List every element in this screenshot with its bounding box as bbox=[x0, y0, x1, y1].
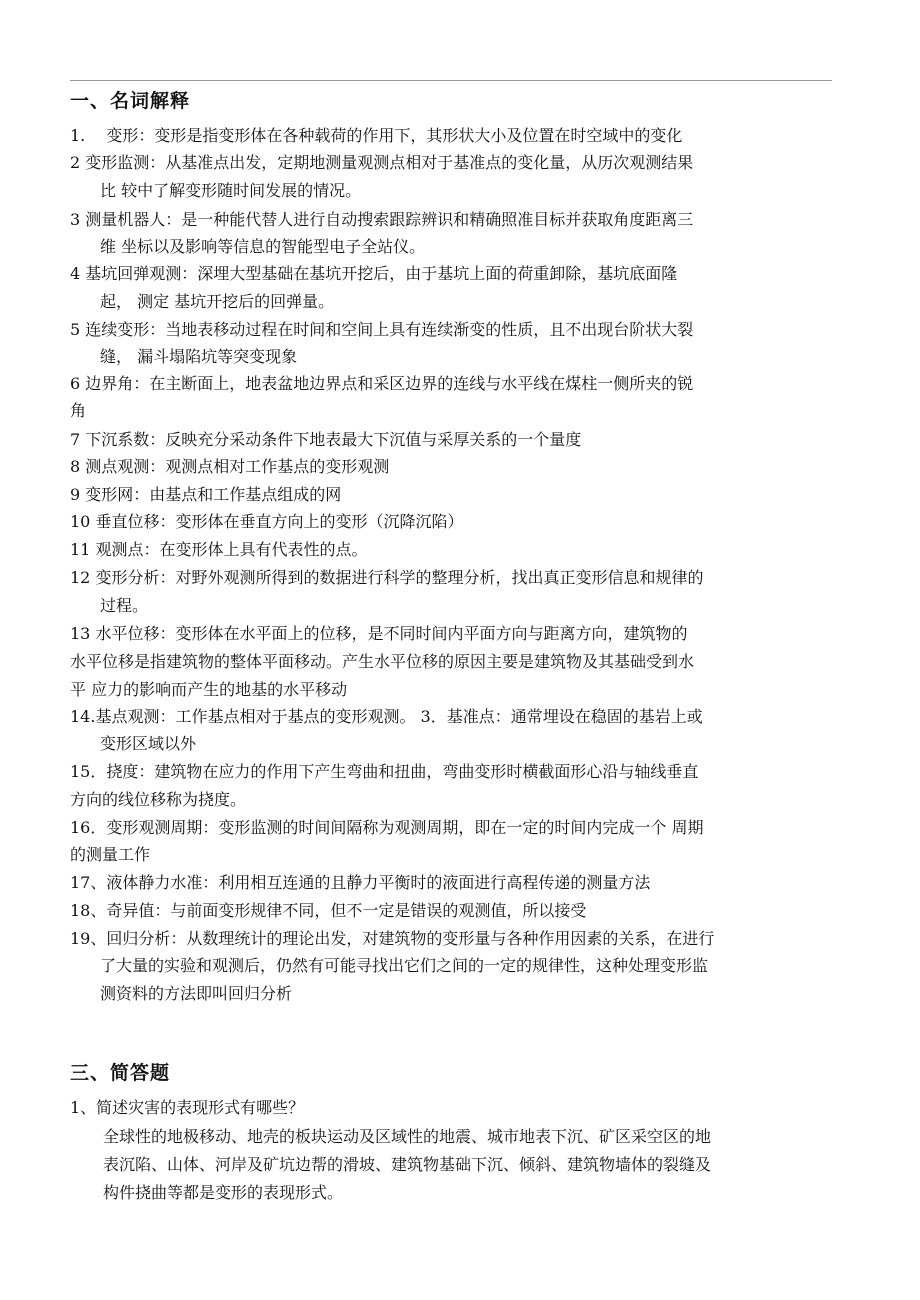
answer-line: 全球性的地极移动、地壳的板块运动及区域性的地震、城市地表下沉、矿区采空区的地 bbox=[103, 1127, 712, 1146]
text-line: 平 应力的影响而产生的地基的水平移动 bbox=[70, 680, 348, 699]
text-line: 了大量的实验和观测后，仍然有可能寻找出它们之间的一定的规律性，这种处理变形监 bbox=[100, 956, 709, 975]
text-line: 2 变形监测：从基准点出发，定期地测量观测点相对于基准点的变化量，从历次观测结果 bbox=[70, 153, 694, 172]
text-line: 9 变形网：由基点和工作基点组成的网 bbox=[70, 485, 342, 504]
text-line: 3 测量机器人：是一种能代替人进行自动搜索跟踪辨识和精确照准目标并获取角度距离三 bbox=[70, 210, 694, 229]
text-line: 4 基坑回弹观测：深埋大型基础在基坑开挖后，由于基坑上面的荷重卸除，基坑底面隆 bbox=[70, 264, 678, 283]
text-line: 水平位移是指建筑物的整体平面移动。产生水平位移的原因主要是建筑物及其基础受到水 bbox=[70, 652, 695, 671]
text-line: 的测量工作 bbox=[70, 845, 151, 864]
text-line: 起， 测定 基坑开挖后的回弹量。 bbox=[100, 292, 335, 311]
section-heading-short-answer: 三、简答题 bbox=[70, 1062, 171, 1084]
text-line: 12 变形分析：对野外观测所得到的数据进行科学的整理分析，找出真正变形信息和规律的 bbox=[70, 568, 704, 587]
text-line: 13 水平位移：变形体在水平面上的位移，是不同时间内平面方向与距离方向，建筑物的 bbox=[70, 624, 688, 643]
text-line: 19、回归分析：从数理统计的理论出发，对建筑物的变形量与各种作用因素的关系，在进行 bbox=[70, 929, 715, 948]
text-line: 14.基点观测：工作基点相对于基点的变形观测。 3．基准点：通常埋设在稳固的基岩上或 bbox=[70, 707, 703, 726]
text-line: 10 垂直位移：变形体在垂直方向上的变形（沉降沉陷） bbox=[70, 512, 464, 531]
text-line: 角 bbox=[70, 401, 87, 420]
text-line: 变形区域以外 bbox=[100, 734, 197, 753]
text-line: 6 边界角：在主断面上，地表盆地边界点和采区边界的连线与水平线在煤柱一侧所夹的锐 bbox=[70, 374, 694, 393]
text-line: 方向的线位移称为挠度。 bbox=[70, 790, 247, 809]
question-line: 1、简述灾害的表现形式有哪些？ bbox=[70, 1098, 305, 1117]
text-line: 比 较中了解变形随时间发展的情况。 bbox=[100, 181, 362, 200]
text-line: 维 坐标以及影响等信息的智能型电子全站仪。 bbox=[100, 237, 426, 256]
text-line: 过程。 bbox=[100, 596, 149, 615]
text-line: 5 连续变形：当地表移动过程在时间和空间上具有连续渐变的性质，且不出现台阶状大裂 bbox=[70, 320, 694, 339]
text-line: 8 测点观测：观测点相对工作基点的变形观测 bbox=[70, 457, 390, 476]
answer-line: 表沉陷、山体、河岸及矿坑边帮的滑坡、建筑物基础下沉、倾斜、建筑物墙体的裂缝及 bbox=[103, 1155, 712, 1174]
text-line: 18、奇异值：与前面变形规律不同，但不一定是错误的观测值，所以接受 bbox=[70, 901, 587, 920]
text-line: 7 下沉系数：反映充分采动条件下地表最大下沉值与采厚关系的一个量度 bbox=[70, 430, 582, 449]
answer-line: 构件挠曲等都是变形的表现形式。 bbox=[103, 1183, 344, 1202]
text-line: 11 观测点：在变形体上具有代表性的点。 bbox=[70, 540, 368, 559]
section-heading-definitions: 一、名词解释 bbox=[70, 90, 191, 112]
text-line: 缝， 漏斗塌陷坑等突变现象 bbox=[100, 347, 298, 366]
text-line: 17、液体静力水准：利用相互连通的且静力平衡时的液面进行高程传递的测量方法 bbox=[70, 873, 651, 892]
text-line: 1. 变形：变形是指变形体在各种载荷的作用下，其形状大小及位置在时空域中的变化 bbox=[70, 126, 683, 145]
text-line: 16．变形观测周期：变形监测的时间间隔称为观测周期，即在一定的时间内完成一个 周期 bbox=[70, 818, 704, 837]
text-line: 测资料的方法即叫回归分析 bbox=[100, 984, 293, 1003]
header-rule bbox=[70, 80, 832, 81]
text-line: 15．挠度：建筑物在应力的作用下产生弯曲和扭曲，弯曲变形时横截面形心沿与轴线垂直 bbox=[70, 762, 699, 781]
